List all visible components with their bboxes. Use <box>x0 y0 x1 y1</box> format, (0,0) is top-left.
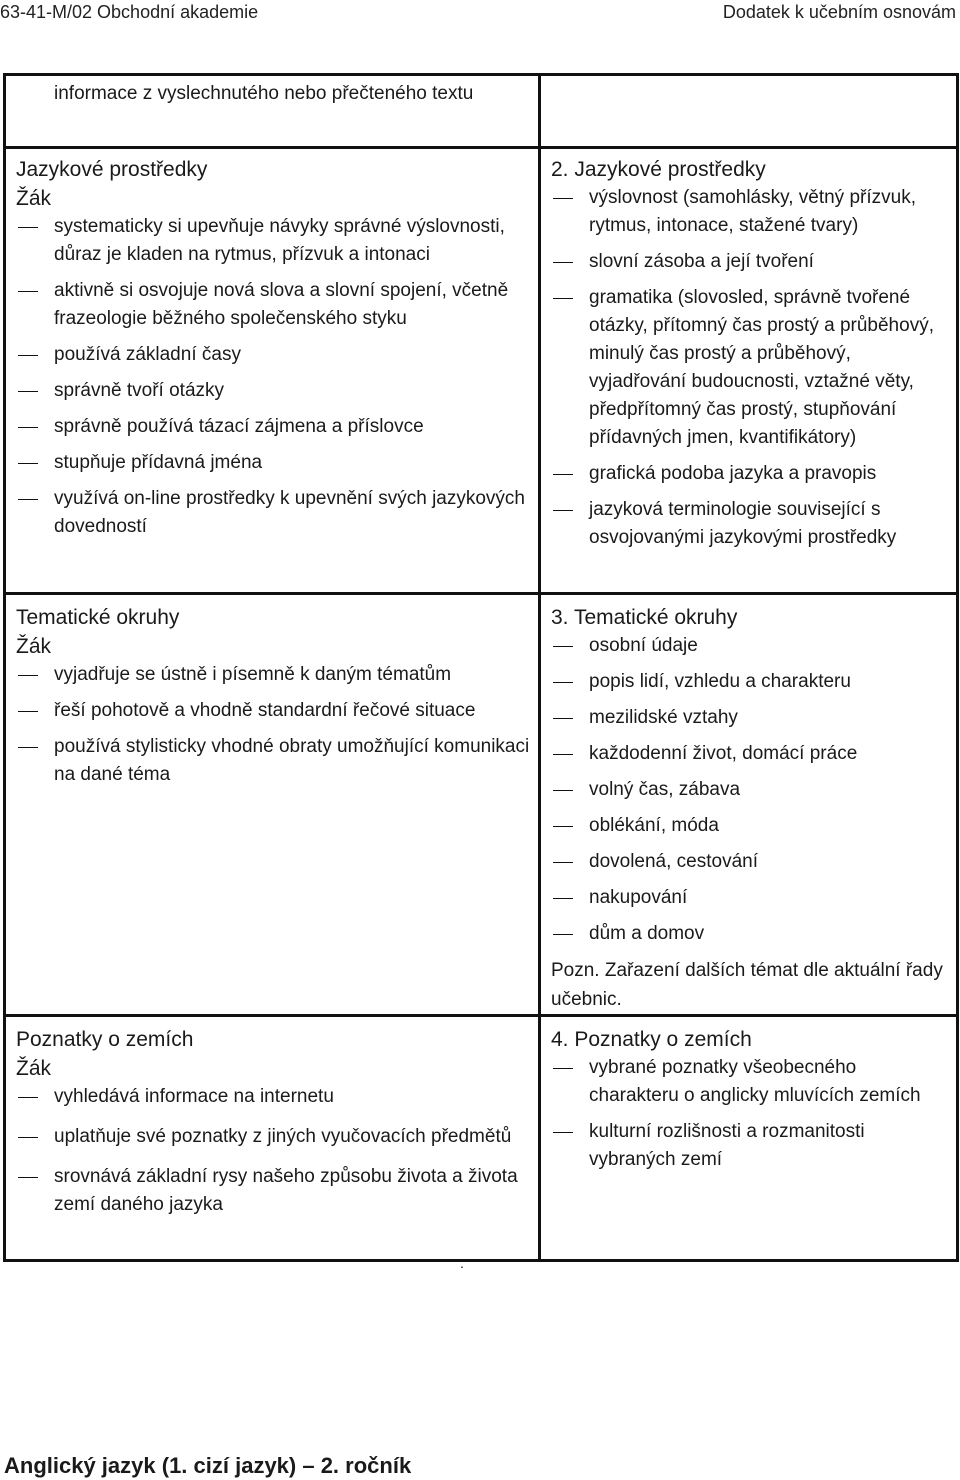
list-item: výslovnost (samohlásky, větný přízvuk, rytmus, intonace, stažené tvary) <box>551 184 948 240</box>
list-item: používá základní časy <box>16 341 530 369</box>
content-list <box>551 1054 948 1174</box>
table-row <box>5 594 958 1016</box>
list-item: kulturní rozlišnosti a rozmanitosti vybraných zemí <box>551 1118 948 1174</box>
topics-list <box>551 632 948 948</box>
list-item: správně tvoří otázky <box>16 377 530 405</box>
list-item: mezilidské vztahy <box>551 704 948 732</box>
row0-right-cell <box>540 75 958 148</box>
list-item: srovnává základní rysy našeho způsobu života a života zemí daného jazyka <box>16 1163 530 1219</box>
section-sub-zak: Žák <box>16 635 52 658</box>
list-item: dům a domov <box>551 920 948 948</box>
section-title-2: 2. Jazykové prostředky <box>551 158 766 181</box>
row0-left-cell <box>5 75 540 148</box>
section-sub-zak: Žák <box>16 187 52 210</box>
list-item: systematicky si upevňuje návyky správné výslovnosti, důraz je kladen na rytmus, přízvuk a intonaci <box>16 213 530 269</box>
list-item: řeší pohotově a vhodně standardní řečové situace <box>16 697 530 725</box>
header-school-code: 63-41-M/02 Obchodní akademie <box>0 2 259 22</box>
list-item: popis lidí, vzhledu a charakteru <box>551 668 948 696</box>
section-title-jazykove: Jazykové prostředky <box>16 158 208 181</box>
row3-left-cell <box>5 1016 540 1261</box>
topics-note: Pozn. Zařazení dalších témat dle aktuální řady učebnic. <box>551 960 943 1010</box>
outcomes-list <box>16 661 530 789</box>
list-item: využívá on-line prostředky k upevnění svých jazykových dovedností <box>16 485 530 541</box>
page-footer-title: Anglický jazyk (1. cizí jazyk) – 2. ročník <box>4 1453 412 1478</box>
row3-right-cell <box>540 1016 958 1261</box>
list-item: každodenní život, domácí práce <box>551 740 948 768</box>
table-row <box>5 75 958 148</box>
list-item: stupňuje přídavná jména <box>16 449 530 477</box>
list-item: aktivně si osvojuje nová slova a slovní spojení, včetně frazeologie běžného společenského styku <box>16 277 530 333</box>
outcomes-list <box>16 1083 530 1219</box>
outcomes-list <box>16 213 530 541</box>
list-item: používá stylisticky vhodné obraty umožňující komunikaci na dané téma <box>16 733 530 789</box>
list-item: vyjadřuje se ústně i písemně k daným tématům <box>16 661 530 689</box>
section-title-3: 3. Tematické okruhy <box>551 606 738 629</box>
list-item: oblékání, móda <box>551 812 948 840</box>
list-item: slovní zásoba a její tvoření <box>551 248 948 276</box>
table-row <box>5 148 958 594</box>
list-item: dovolená, cestování <box>551 848 948 876</box>
list-item: jazyková terminologie související s osvojovanými jazykovými prostředky <box>551 496 948 552</box>
list-item: uplatňuje své poznatky z jiných vyučovacích předmětů <box>16 1123 530 1151</box>
list-item: nakupování <box>551 884 948 912</box>
list-item: vybrané poznatky všeobecného charakteru o anglicky mluvících zemích <box>551 1054 948 1110</box>
table-row <box>5 1016 958 1261</box>
list-item: vyhledává informace na internetu <box>16 1083 530 1111</box>
header-doc-title: Dodatek k učebním osnovám <box>722 2 956 22</box>
section-sub-zak: Žák <box>16 1057 52 1080</box>
section-title-tematicke: Tematické okruhy <box>16 606 180 629</box>
list-item: gramatika (slovosled, správně tvořené otázky, přítomný čas prostý a průběhový, minulý čas prostý a průběhový, vyjadřování budoucnosti, vztažné věty, předpřítomný čas prostý, stupňování přídavných jmen, kvantifikátory) <box>551 284 948 452</box>
section-title-poznatky: Poznatky o zemích <box>16 1028 194 1051</box>
list-item: správně používá tázací zájmena a příslovce <box>16 413 530 441</box>
curriculum-table <box>3 73 959 1262</box>
list-item: osobní údaje <box>551 632 948 660</box>
row2-left-cell <box>5 594 540 1016</box>
row0-left-text: informace z vyslechnutého nebo přečteného textu <box>54 83 474 104</box>
row2-right-cell <box>540 594 958 1016</box>
list-item: grafická podoba jazyka a pravopis <box>551 460 948 488</box>
stray-dot: . <box>460 1255 464 1271</box>
row1-left-cell <box>5 148 540 594</box>
content-list <box>551 184 948 552</box>
section-title-4: 4. Poznatky o zemích <box>551 1028 752 1051</box>
row1-right-cell <box>540 148 958 594</box>
list-item: volný čas, zábava <box>551 776 948 804</box>
